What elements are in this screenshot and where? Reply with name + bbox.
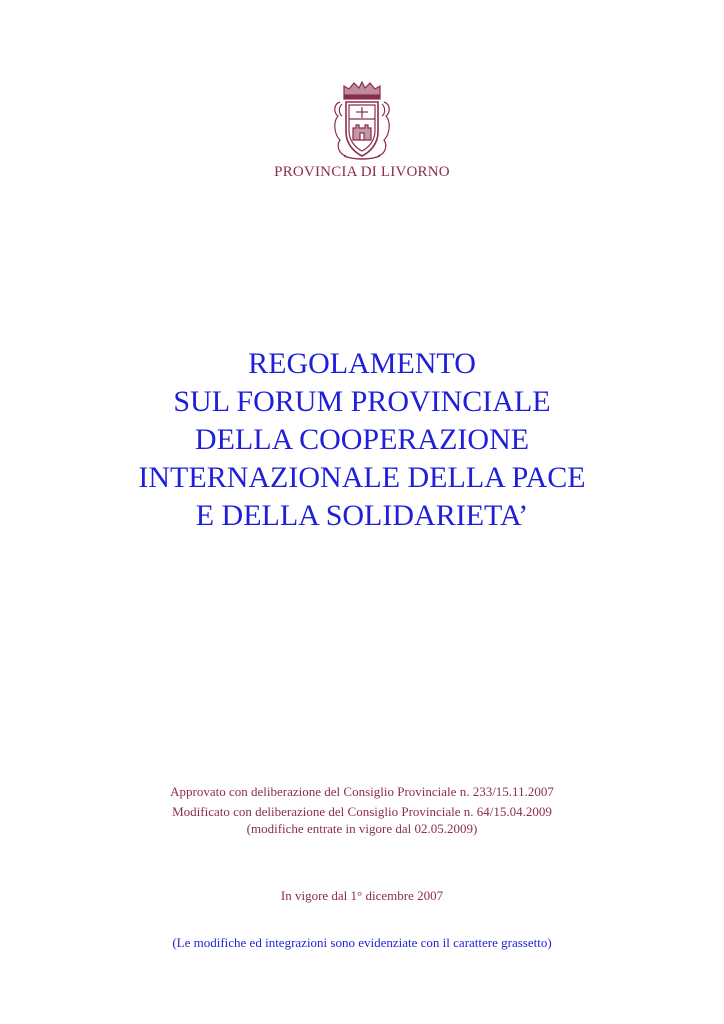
approval-text: Approvato con deliberazione del Consiglio Provinciale n. 233/15.11.2007 — [170, 784, 554, 799]
title-line: DELLA COOPERAZIONE — [194, 423, 530, 456]
in-force-date: In vigore dal 1° dicembre 2007 — [280, 888, 444, 903]
title-line: REGOLAMENTO — [248, 347, 476, 380]
footnote: (Le modifiche ed integrazioni sono evidenziate con il carattere grassetto) — [172, 935, 552, 950]
document-title — [0, 345, 724, 535]
title-line: SUL FORUM PROVINCIALE — [173, 385, 551, 418]
coat-of-arms-icon — [330, 80, 394, 162]
modification-effective-text: (modifiche entrate in vigore dal 02.05.2009) — [246, 821, 478, 836]
modification-text: Modificato con deliberazione del Consiglio Provinciale n. 64/15.04.2009 — [172, 804, 552, 819]
approval-notes — [0, 783, 724, 837]
organization-name: PROVINCIA DI LIVORNO — [274, 164, 450, 180]
title-line: INTERNAZIONALE DELLA PACE — [138, 461, 586, 494]
title-line: E DELLA SOLIDARIETA’ — [195, 499, 529, 532]
